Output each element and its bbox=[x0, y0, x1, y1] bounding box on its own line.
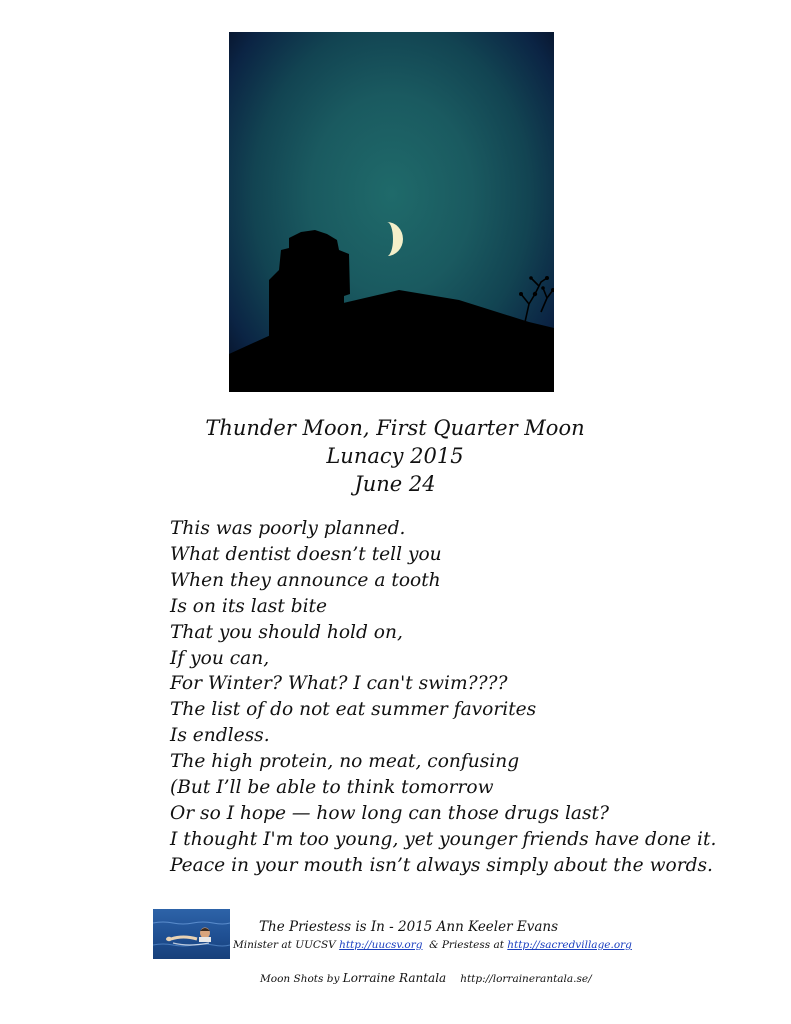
sacredvillage-link[interactable]: http://sacredvillage.org bbox=[507, 939, 632, 951]
moon-photo bbox=[229, 32, 554, 392]
minister-label: Minister at UUCSV bbox=[233, 939, 340, 951]
poem-line: For Winter? What? I can't swim???? bbox=[170, 673, 508, 695]
priestess-label: & Priestess at bbox=[422, 939, 508, 951]
poem-line: What dentist doesn’t tell you bbox=[170, 543, 442, 565]
title-line-3: June 24 bbox=[354, 472, 436, 496]
photo-credit bbox=[260, 971, 592, 985]
title-line-2: Lunacy 2015 bbox=[326, 444, 464, 468]
poem-line: I thought I'm too young, yet younger friends have done it. bbox=[170, 828, 717, 850]
poem-line: If you can, bbox=[170, 647, 270, 669]
half-moon-icon bbox=[387, 222, 403, 256]
title-line-1: Thunder Moon, First Quarter Moon bbox=[205, 416, 585, 440]
photographer-url: http://lorrainerantala.se/ bbox=[460, 973, 592, 985]
poem-line: When they announce a tooth bbox=[170, 569, 441, 591]
credit-prefix: Moon Shots by bbox=[260, 973, 343, 985]
poem-line: Peace in your mouth isn’t always simply about the words. bbox=[170, 854, 713, 876]
swimmer-illustration bbox=[153, 909, 230, 959]
photographer-name: Lorraine Rantala bbox=[342, 971, 447, 985]
moon-scene-illustration bbox=[229, 32, 554, 392]
swimmer-photo bbox=[153, 909, 230, 959]
tree-branches-silhouette bbox=[521, 278, 553, 322]
footer-affiliations bbox=[233, 939, 632, 951]
poem-line: This was poorly planned. bbox=[170, 518, 406, 539]
poem-line: Is on its last bite bbox=[170, 595, 328, 617]
poem-line: Or so I hope — how long can those drugs last? bbox=[170, 802, 609, 824]
poem-line: Is endless. bbox=[170, 725, 270, 747]
footer-title: The Priestess is In - 2015 Ann Keeler Evans bbox=[259, 919, 559, 935]
poem-title-block bbox=[160, 414, 630, 498]
uucsv-link[interactable]: http://uucsv.org bbox=[339, 939, 423, 951]
poem-line: That you should hold on, bbox=[170, 621, 403, 643]
poem-line: (But I’ll be able to think tomorrow bbox=[170, 777, 494, 799]
poem-line: The list of do not eat summer favorites bbox=[170, 699, 537, 721]
poem-body bbox=[170, 516, 760, 879]
poem-line: The high protein, no meat, confusing bbox=[170, 751, 520, 773]
